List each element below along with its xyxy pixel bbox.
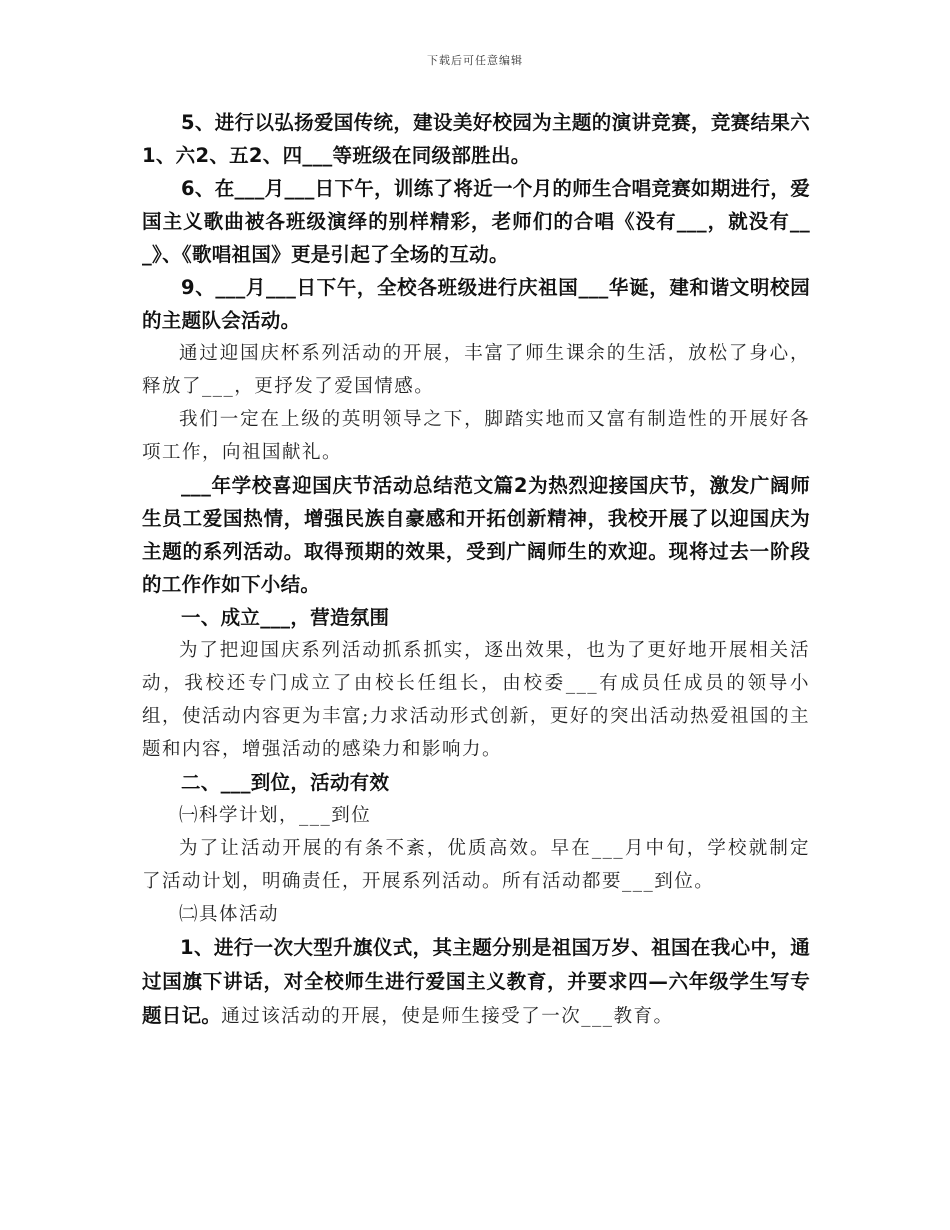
paragraph-chorus-contest: 6、在___月___日下午，训练了将近一个月的师生合唱竞赛如期进行，爱国主义歌曲被各班级演绎的别样精彩，老师们的合唱《没有___，就没有___》、《歌唱祖国》更是引起了全场的互动。 (142, 177, 810, 266)
paragraph-planning: 为了让活动开展的有条不紊，优质高效。早在___月中旬，学校就制定了活动计划，明确责任，开展系列活动。所有活动都要___到位。 (142, 838, 810, 892)
paragraph-leadership-group: 为了把迎国庆系列活动抓系抓实，逐出效果，也为了更好地开展相关活动，我校还专门成立了由校长任组长，由校委___有成员任成员的领导小组，使活动内容更为丰富;力求活动形式创新，更好的突出活动热爱祖国的主题和内容，增强活动的感染力和影响力。 (142, 640, 810, 760)
paragraph-commitment: 我们一定在上级的英明领导之下，脚踏实地而又富有制造性的开展好各项工作，向祖国献礼。 (142, 409, 810, 463)
section-heading-2: 二、___到位，活动有效 (181, 771, 390, 794)
flag-ceremony-bold-text: 1、进行一次大型升旗仪式，其主题分别是祖国万岁、祖国在我心中，通过国旗下讲话，对全校师生进行爱国主义教育，并要求四—六年级学生写专题日记。 (142, 936, 810, 1027)
paragraph-activity-summary: 通过迎国庆杯系列活动的开展，丰富了师生课余的生活，放松了身心，释放了___，更抒发了爱国情感。 (142, 343, 810, 397)
paragraph-flag-ceremony (142, 931, 810, 1033)
paragraph-team-meeting: 9、___月___日下午，全校各班级进行庆祖国___华诞，建和谐文明校园的主题队会活动。 (142, 276, 810, 332)
paragraph-speech-contest: 5、进行以弘扬爱国传统，建设美好校园为主题的演讲竞赛，竞赛结果六1、六2、五2、四___等班级在同级部胜出。 (142, 111, 810, 167)
paragraph-article-intro: ___年学校喜迎国庆节活动总结范文篇2为热烈迎接国庆节，激发广阔师生员工爱国热情，增强民族自豪感和开拓创新精神，我校开展了以迎国庆为主题的系列活动。取得预期的效果，受到广阔师生的欢迎。现将过去一阶段的工作作如下小结。 (142, 474, 810, 596)
subheading-planning: ㈠科学计划，___到位 (179, 805, 372, 826)
section-heading-1: 一、成立___，营造氛围 (181, 606, 390, 629)
flag-ceremony-normal-text: 通过该活动的开展，使是师生接受了一次___教育。 (221, 1006, 674, 1027)
page-header: 下载后可任意编辑 (427, 54, 523, 67)
document-body (142, 106, 810, 1033)
subheading-activities: ㈡具体活动 (179, 904, 280, 925)
